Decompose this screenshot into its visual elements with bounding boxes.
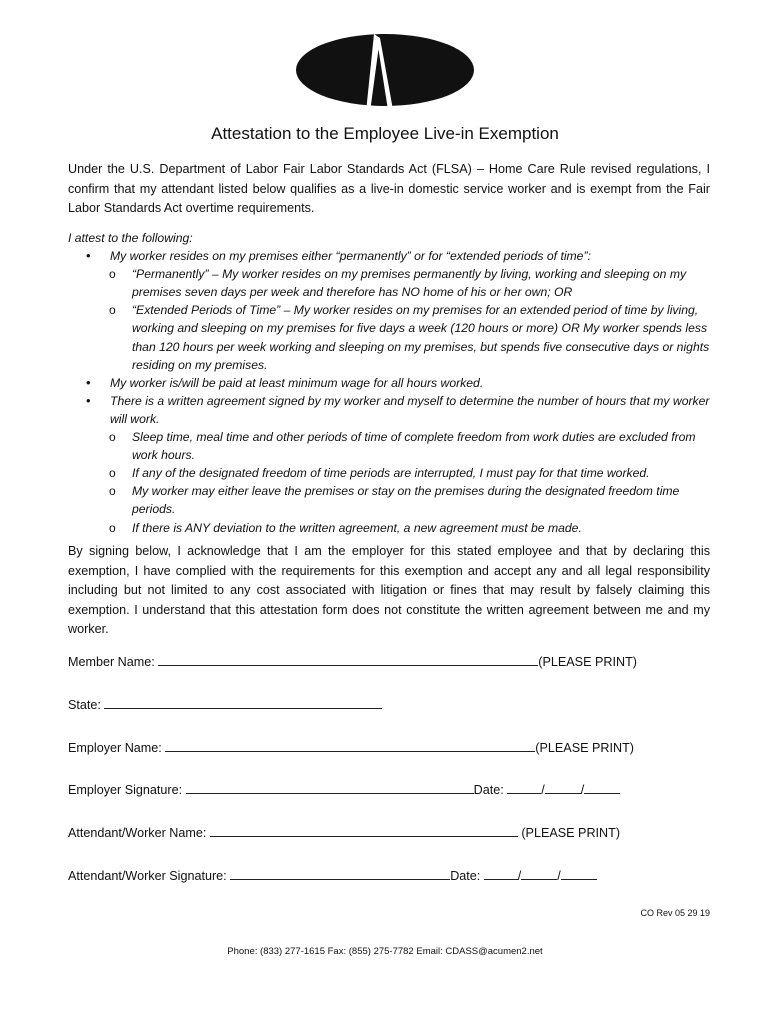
sub-bullet-mark: o <box>109 466 116 481</box>
state-field[interactable] <box>104 695 382 709</box>
contact-footer: Phone: (833) 277-1615 Fax: (855) 275-7782 Email: CDASS@acumen2.net <box>227 946 543 957</box>
list-item: o If any of the designated freedom of time periods are interrupted, I must pay for that time worked. <box>68 464 710 482</box>
acknowledgement-paragraph: By signing below, I acknowledge that I am the employer for this stated employee and that by declaring this exemption, I have complied with the requirements for this exemption and accept any and all legal responsibility including but not limited to any cost associated with litigation or fines that may result by falsely claiming this exemption. I understand that this attestation form does not constitute the written agreement between me and my worker. <box>68 544 710 637</box>
sub-bullet-mark: o <box>109 484 116 499</box>
employer-date-year[interactable] <box>584 780 620 794</box>
attendant-date-day[interactable] <box>521 866 557 880</box>
attendant-signature-label: Attendant/Worker Signature: <box>68 869 227 883</box>
attendant-name-field[interactable] <box>210 823 518 837</box>
sub-bullet-mark: o <box>109 430 116 445</box>
employer-name-label: Employer Name: <box>68 741 162 755</box>
attendant-signature-field[interactable] <box>230 866 450 880</box>
list-item: o If there is ANY deviation to the written agreement, a new agreement must be made. <box>68 519 710 537</box>
attendant-name-row <box>68 823 620 840</box>
employer-date-month[interactable] <box>507 780 541 794</box>
employer-signature-label: Employer Signature: <box>68 783 183 797</box>
acumen-logo <box>290 30 480 112</box>
bullet-mark: • <box>86 248 91 264</box>
date-label: Date: <box>473 783 504 797</box>
list-item: o “Extended Periods of Time” – My worker resides on my premises for an extended period of time by living, working and sleeping on my premises for five days a week (120 hours or more) OR My worker spends less than 120 hours per week working and sleeping on my premises, but spends five consecutive days or nights residing on my premises. <box>109 303 710 372</box>
state-label: State: <box>68 698 101 712</box>
attendant-signature-row: Attendant/Worker Signature: Date: / / <box>68 866 597 883</box>
list-item: • My worker resides on my premises either “permanently” or for “extended periods of time”: <box>68 247 710 265</box>
list-item: • My worker is/will be paid at least minimum wage for all hours worked. <box>68 374 710 392</box>
attestation-list <box>68 229 710 537</box>
attendant-name-label: Attendant/Worker Name: <box>68 826 207 840</box>
employer-signature-field[interactable] <box>186 780 474 794</box>
employer-name-field[interactable] <box>165 738 535 752</box>
member-name-field[interactable] <box>158 652 538 666</box>
list-item: o Sleep time, meal time and other periods of time of complete freedom from work duties are excluded from work hours. <box>109 430 696 463</box>
state-row <box>68 695 382 712</box>
list-item: o My worker may either leave the premises or stay on the premises during the designated freedom time periods. <box>109 484 680 517</box>
sub-bullet-mark: o <box>109 520 116 535</box>
date-label: Date: <box>450 869 481 883</box>
bullet-mark: • <box>86 392 91 408</box>
employer-name-hint: (PLEASE PRINT) <box>535 741 634 755</box>
employer-name-row <box>68 738 634 755</box>
attendant-date-year[interactable] <box>561 866 597 880</box>
employer-signature-row: Employer Signature: Date: / / <box>68 780 620 797</box>
employer-date-day[interactable] <box>545 780 581 794</box>
sub-bullet-mark: o <box>109 303 116 318</box>
list-item: • There is a written agreement signed by my worker and myself to determine the number of hours that my worker will work. <box>86 392 710 426</box>
member-name-row <box>68 652 637 669</box>
member-name-hint: (PLEASE PRINT) <box>538 655 637 669</box>
bullet-mark: • <box>86 374 91 390</box>
member-name-label: Member Name: <box>68 655 155 669</box>
sub-bullet-mark: o <box>109 267 116 282</box>
attendant-date-month[interactable] <box>484 866 518 880</box>
attest-heading: I attest to the following: <box>68 231 193 245</box>
list-item: o “Permanently” – My worker resides on my premises permanently by living, working and sleeping on my premises seven days per week and therefore has NO home of his or her own; OR <box>109 267 687 300</box>
attendant-name-hint: (PLEASE PRINT) <box>521 826 621 840</box>
page-title: Attestation to the Employee Live-in Exemption <box>211 124 559 143</box>
intro-paragraph: Under the U.S. Department of Labor Fair Labor Standards Act (FLSA) – Home Care Rule revised regulations, I confirm that my attendant listed below qualifies as a live-in domestic service worker and is exempt from the Fair Labor Standards Act overtime requirements. <box>68 162 710 215</box>
revision-code: CO Rev 05 29 19 <box>640 908 710 918</box>
